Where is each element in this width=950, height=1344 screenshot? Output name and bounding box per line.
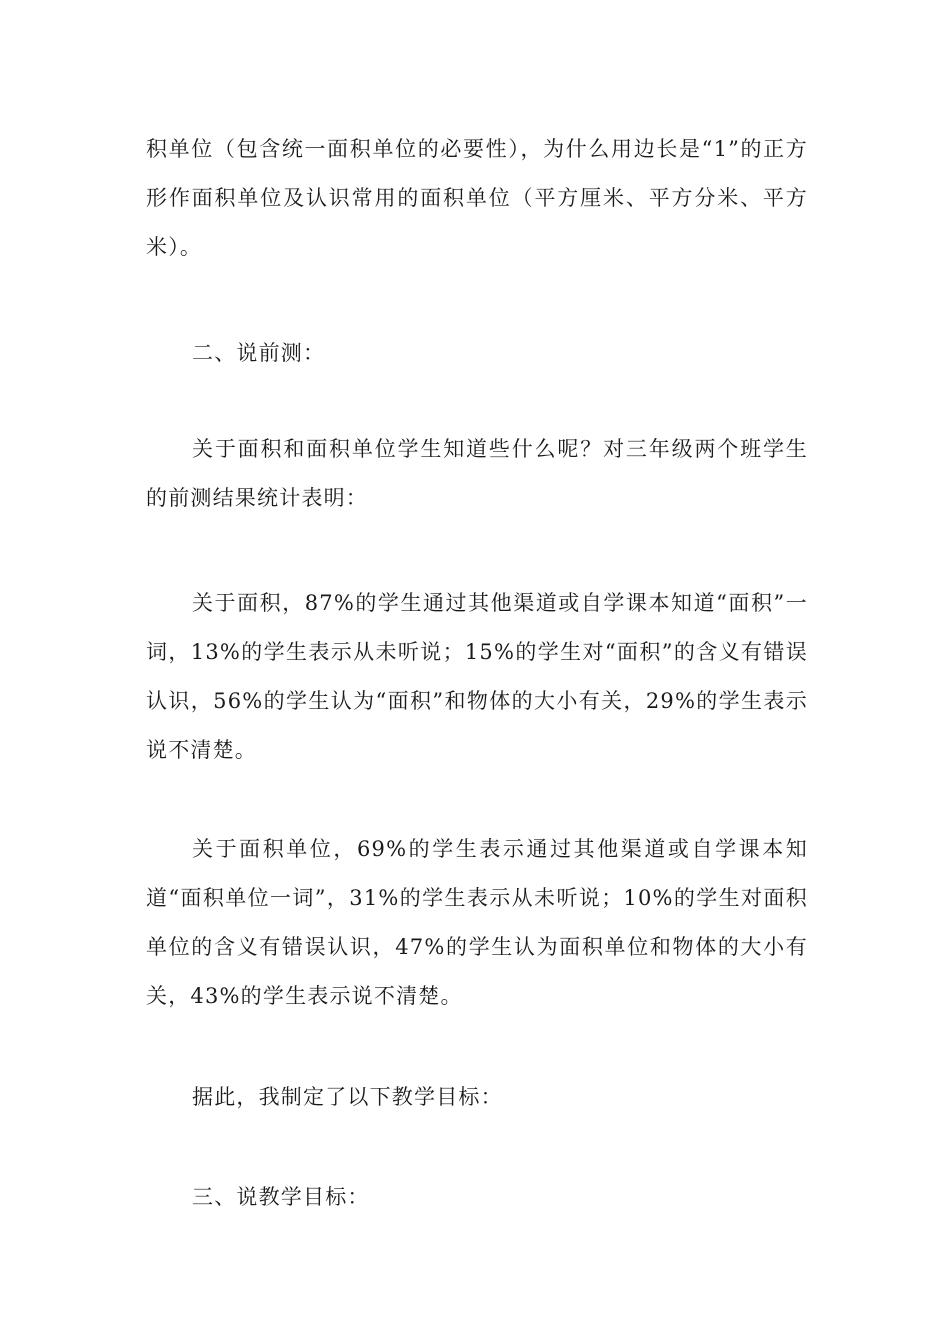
paragraph-area-results: 关于面积，87%的学生通过其他渠道或自学课本知道“面积”一词，13%的学生表示从未听说；15%的学生对“面积”的含义有错误认识，56%的学生认为“面积”和物体的大小有关，29%的学生表示说不清楚。 bbox=[146, 591, 808, 762]
section-heading-teaching-goals: 三、说教学目标： bbox=[192, 1185, 370, 1209]
paragraph-area-unit-results: 关于面积单位，69%的学生表示通过其他渠道或自学课本知道“面积单位一词”，31%的学生表示从未听说；10%的学生对面积单位的含义有错误认识，47%的学生认为面积单位和物体的大小有关，43%的学生表示说不清楚。 bbox=[146, 837, 808, 1008]
paragraph-conclusion: 据此，我制定了以下教学目标： bbox=[192, 1085, 503, 1109]
section-heading-pretest: 二、说前测： bbox=[192, 341, 326, 365]
paragraph-area-units-continued: 积单位（包含统一面积单位的必要性），为什么用边长是“1”的正方形作面积单位及认识常用的面积单位（平方厘米、平方分米、平方米）。 bbox=[146, 137, 808, 259]
paragraph-pretest-intro: 关于面积和面积单位学生知道些什么呢？对三年级两个班学生的前测结果统计表明： bbox=[146, 437, 808, 510]
